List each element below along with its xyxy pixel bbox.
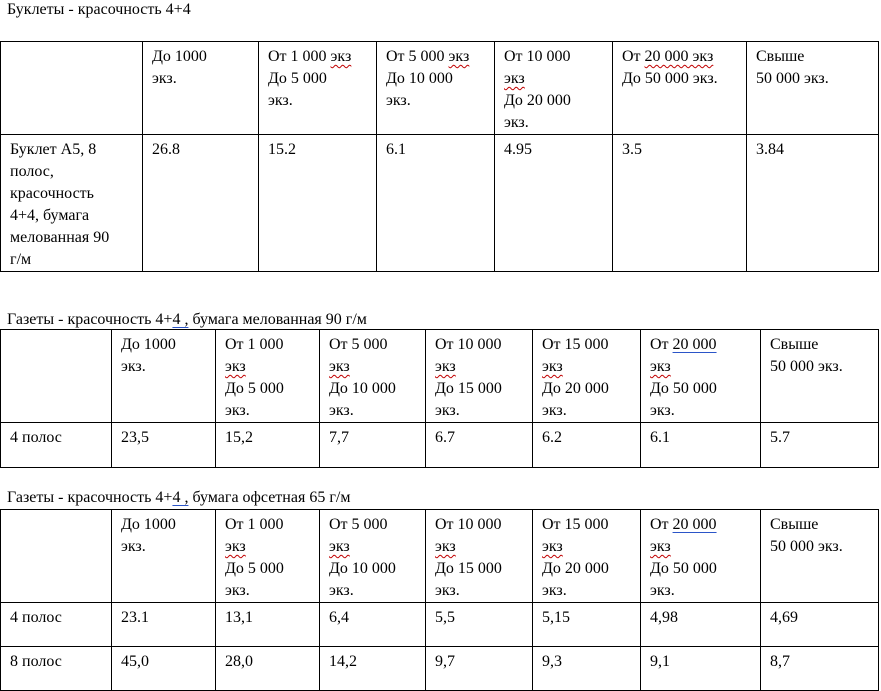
header-empty-cell — [1, 510, 112, 603]
price-cell: 3.5 — [613, 135, 747, 272]
price-cell: 6.7 — [426, 423, 533, 468]
header-cell: Свыше 50 000 экз. — [761, 510, 879, 603]
price-cell: 6.2 — [533, 423, 641, 468]
header-cell: От 5 000 экз До 10 000 экз. — [377, 42, 495, 135]
price-cell: 5,15 — [533, 603, 641, 647]
price-cell: 9,3 — [533, 647, 641, 691]
header-cell: От 5 000 экз До 10 000 экз. — [320, 330, 426, 423]
table-header-row — [1, 510, 879, 603]
newspapers-offset-price-table — [0, 509, 879, 691]
price-cell: 5,5 — [426, 603, 533, 647]
price-cell: 8,7 — [761, 647, 879, 691]
newspapers-coated-price-table — [0, 329, 879, 468]
header-cell: Свыше 50 000 экз. — [747, 42, 879, 135]
header-cell: До 1000 экз. — [112, 330, 216, 423]
header-cell: От 5 000 экз До 10 000 экз. — [320, 510, 426, 603]
price-cell: 26.8 — [143, 135, 259, 272]
price-cell: 15,2 — [216, 423, 320, 468]
newspapers-offset-heading: Газеты - красочность 4+4 , бумага офсетная 65 г/м — [7, 489, 351, 506]
header-line-squiggle: От 5 000 экз — [386, 48, 470, 65]
row-label: 4 полос — [1, 423, 112, 468]
booklets-price-table — [0, 41, 879, 272]
header-empty-cell — [1, 42, 143, 135]
price-cell: 45,0 — [112, 647, 216, 691]
header-empty-cell — [1, 330, 112, 423]
header-cell: От 10 000 экз До 15 000 экз. — [426, 330, 533, 423]
header-cell: От 15 000 экз До 20 000 экз. — [533, 510, 641, 603]
price-cell: 23,5 — [112, 423, 216, 468]
price-cell: 9,1 — [641, 647, 761, 691]
header-cell: До 1000 экз. — [112, 510, 216, 603]
table-row — [1, 423, 879, 468]
price-cell: 9,7 — [426, 647, 533, 691]
price-cell: 6.1 — [377, 135, 495, 272]
price-cell: 14,2 — [320, 647, 426, 691]
price-cell: 3.84 — [747, 135, 879, 272]
row-label: Буклет А5, 8 полос, красочность 4+4, бумага мелованная 90 г/м — [1, 135, 143, 272]
price-cell: 13,1 — [216, 603, 320, 647]
header-cell: До 1000 экз. — [143, 42, 259, 135]
table-row — [1, 647, 879, 691]
price-cell: 6,4 — [320, 603, 426, 647]
price-cell: 4,98 — [641, 603, 761, 647]
newspapers-coated-heading: Газеты - красочность 4+4 , бумага мелованная 90 г/м — [7, 311, 367, 328]
header-line-squiggle: От 20 000 экз — [622, 48, 714, 65]
row-label: 4 полос — [1, 603, 112, 647]
table-header-row — [1, 42, 879, 135]
header-cell: От 20 000 экз До 50 000 экз. — [641, 510, 761, 603]
table-row — [1, 603, 879, 647]
header-cell: От 20 000 экз До 50 000 экз. — [641, 330, 761, 423]
header-cell: Свыше 50 000 экз. — [761, 330, 879, 423]
booklets-heading: Буклеты - красочность 4+4 — [7, 1, 191, 18]
header-line-squiggle: От 1 000 экз — [268, 48, 352, 65]
header-line-underlined: От 20 000 — [650, 516, 717, 533]
header-cell: От 1 000 экз До 5 000 экз. — [259, 42, 377, 135]
header-cell: От 15 000 экз До 20 000 экз. — [533, 330, 641, 423]
header-cell: От 10 000 экз До 20 000 экз. — [495, 42, 613, 135]
price-cell: 28,0 — [216, 647, 320, 691]
header-cell: От 20 000 экз До 50 000 экз. — [613, 42, 747, 135]
header-line-underlined: От 20 000 — [650, 336, 717, 353]
price-cell: 23.1 — [112, 603, 216, 647]
header-cell: От 1 000 экз До 5 000 экз. — [216, 330, 320, 423]
price-cell: 4,69 — [761, 603, 879, 647]
row-label: 8 полос — [1, 647, 112, 691]
price-cell: 4.95 — [495, 135, 613, 272]
price-cell: 5.7 — [761, 423, 879, 468]
price-cell: 7,7 — [320, 423, 426, 468]
header-cell: От 10 000 экз До 15 000 экз. — [426, 510, 533, 603]
table-header-row — [1, 330, 879, 423]
table-row — [1, 135, 879, 272]
price-cell: 6.1 — [641, 423, 761, 468]
header-cell: От 1 000 экз До 5 000 экз. — [216, 510, 320, 603]
price-cell: 15.2 — [259, 135, 377, 272]
